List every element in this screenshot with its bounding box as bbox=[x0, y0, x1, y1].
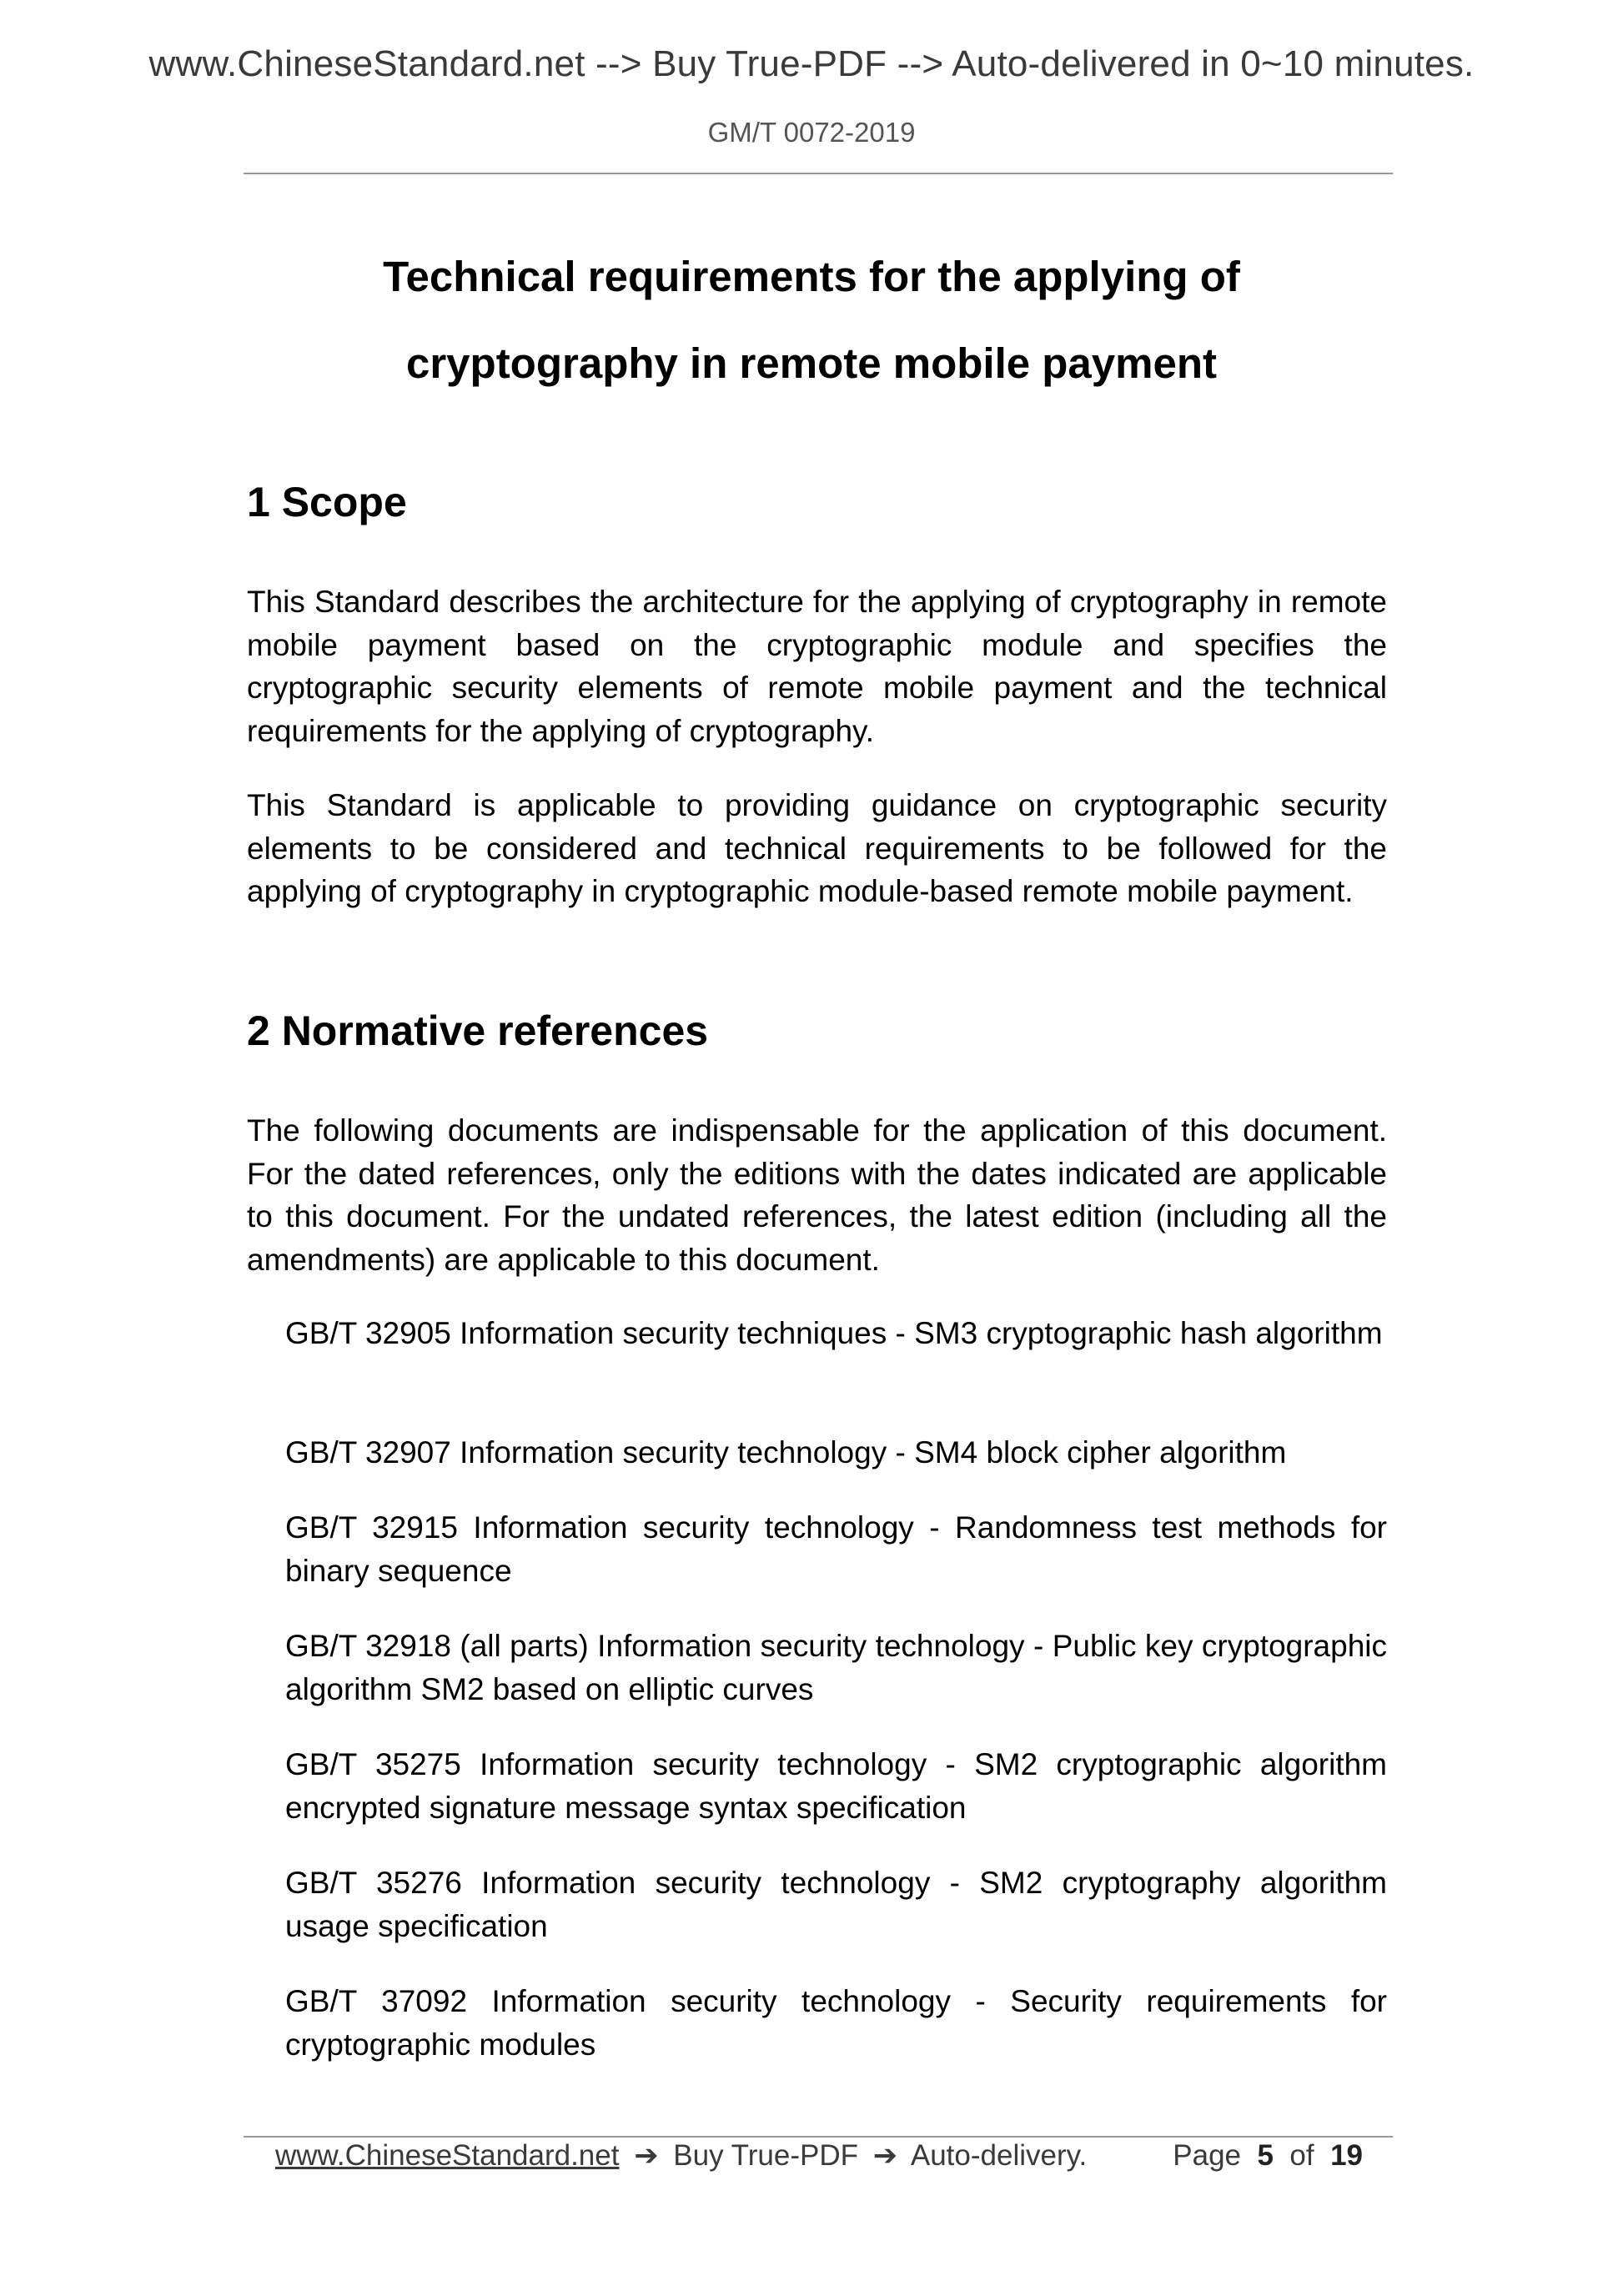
document-title-line-1: Technical requirements for the applying of bbox=[383, 253, 1240, 300]
footer-site-link[interactable]: www.ChineseStandard.net bbox=[275, 2139, 620, 2172]
normative-section bbox=[247, 1006, 1387, 1056]
reference-item: GB/T 35275 Information security technology - SM2 cryptographic algorithm encrypted signature message syntax specification bbox=[285, 1747, 1387, 1825]
page-current: 5 bbox=[1257, 2139, 1274, 2172]
reference-item: GB/T 32905 Information security techniques - SM3 cryptographic hash algorithm bbox=[285, 1316, 1383, 1350]
arrow-right-icon: ➔ bbox=[634, 2139, 659, 2172]
page-footer bbox=[0, 2139, 1623, 2189]
standard-code: GM/T 0072-2019 bbox=[707, 117, 916, 148]
page-label: Page bbox=[1173, 2139, 1242, 2172]
footer-buy-text: Buy True-PDF bbox=[673, 2139, 858, 2172]
reference-item: GB/T 32907 Information security technology - SM4 block cipher algorithm bbox=[285, 1435, 1287, 1470]
reference-item: GB/T 32918 (all parts) Information security technology - Public key cryptographic algorithm SM2 based on elliptic curves bbox=[285, 1629, 1387, 1706]
reference-item: GB/T 35276 Information security technology - SM2 cryptography algorithm usage specification bbox=[285, 1866, 1387, 1943]
page-number bbox=[1173, 2139, 1363, 2173]
document-title bbox=[0, 234, 1623, 407]
reference-item: GB/T 37092 Information security technology - Security requirements for cryptographic modules bbox=[285, 1984, 1387, 2062]
reference-item: GB/T 32915 Information security technology - Randomness test methods for binary sequence bbox=[285, 1510, 1387, 1588]
scope-paragraph-2: This Standard is applicable to providing guidance on cryptographic security elements to be considered and technical requirements to be followed for the applying of cryptography in cryptographic module-based remote mobile payment. bbox=[247, 788, 1387, 908]
page-of: of bbox=[1289, 2139, 1314, 2172]
footer-divider bbox=[244, 2136, 1393, 2138]
arrow-right-icon: ➔ bbox=[872, 2139, 898, 2172]
top-banner: www.ChineseStandard.net --> Buy True-PDF --> Auto-delivered in 0~10 minutes. bbox=[148, 43, 1475, 84]
page-total: 19 bbox=[1330, 2139, 1363, 2172]
scope-heading: 1 Scope bbox=[247, 479, 407, 525]
normative-intro: The following documents are indispensable for the application of this document. For the dated references, only the editions with the dates indicated are applicable to this document. For the undated references, the latest edition (including all the amendments) are applicable to this document. bbox=[247, 1113, 1387, 1277]
normative-heading: 2 Normative references bbox=[247, 1007, 709, 1054]
scope-paragraph-1: This Standard describes the architecture for the applying of cryptography in remote mobile payment based on the cryptographic module and specifies the cryptographic security elements of remote mobile payment and the technical requirements for the applying of cryptography. bbox=[247, 585, 1387, 748]
document-title-line-2: cryptography in remote mobile payment bbox=[405, 339, 1218, 387]
scope-section bbox=[247, 477, 1387, 527]
header-divider bbox=[244, 173, 1393, 174]
footer-delivery-text: Auto-delivery. bbox=[910, 2139, 1088, 2172]
